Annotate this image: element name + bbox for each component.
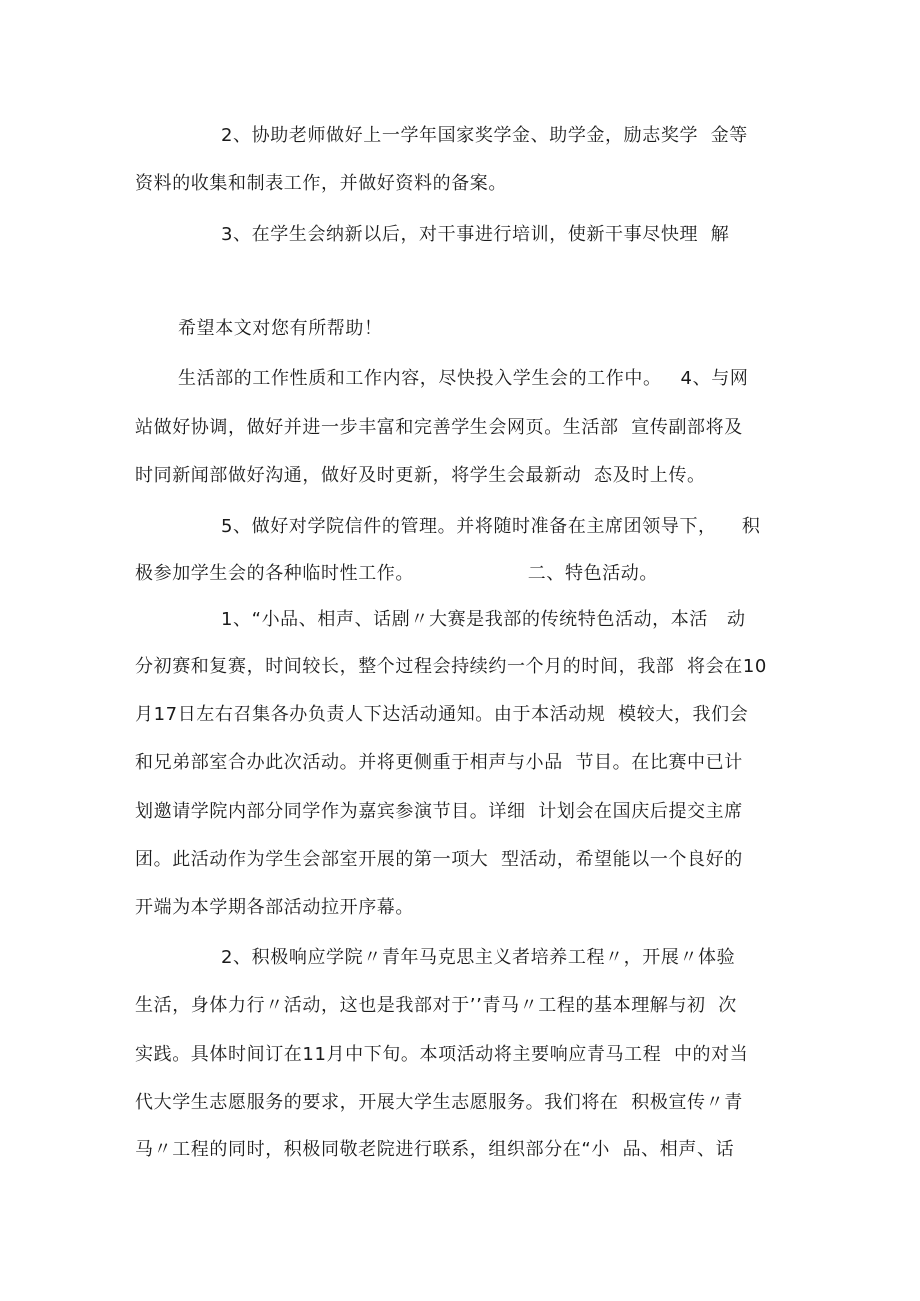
text-line: 时同新闻部做好沟通，做好及时更新，将学生会最新动 态及时上传。: [135, 465, 706, 486]
text-line: 极参加学生会的各种临时性工作。 二、特色活动。: [135, 563, 658, 584]
text-line: 和兄弟部室合办此次活动。并将更侧重于相声与小品 节目。在比赛中已计: [135, 752, 743, 773]
text-line: 划邀请学院内部分同学作为嘉宾参演节目。详细 计划会在国庆后提交主席: [135, 801, 743, 822]
text-line: 马〃工程的同时，积极同敬老院进行联系，组织部分在“小 品、相声、话: [135, 1139, 735, 1160]
text-line: 希望本文对您有所帮助！: [178, 318, 383, 339]
text-line: 月17日左右召集各办负责人下达活动通知。由于本活动规 模较大，我们会: [135, 704, 749, 725]
text-line: 分初赛和复赛，时间较长，整个过程会持续约一个月的时间，我部 将会在10: [135, 656, 767, 677]
text-line: 团。此活动作为学生会部室开展的第一项大 型活动，希望能以一个良好的: [135, 849, 743, 870]
text-line: 2、协助老师做好上一学年国家奖学金、助学金，励志奖学 金等: [221, 125, 748, 146]
text-line: 实践。具体时间订在11月中下旬。本项活动将主要响应青马工程 中的对当: [135, 1044, 749, 1065]
text-line: 生活部的工作性质和工作内容，尽快投入学生会的工作中。 4、与网: [178, 368, 749, 389]
text-line: 5、做好对学院信件的管理。并将随时准备在主席团领导下， 积: [221, 516, 761, 537]
text-line: 代大学生志愿服务的要求，开展大学生志愿服务。我们将在 积极宣传〃青: [135, 1092, 743, 1113]
text-line: 1、“小品、相声、话剧〃大赛是我部的传统特色活动，本活 动: [221, 609, 746, 630]
text-line: 3、在学生会纳新以后，对干事进行培训，使新干事尽快理 解: [221, 224, 730, 245]
text-line: 开端为本学期各部活动拉开序幕。: [135, 897, 414, 918]
text-line: 生活，身体力行〃活动，这也是我部对于’’青马〃工程的基本理解与初 次: [135, 995, 737, 1016]
text-line: 资料的收集和制表工作，并做好资料的备案。: [135, 173, 507, 194]
text-line: 站做好协调，做好并进一步丰富和完善学生会网页。生活部 宣传副部将及: [135, 417, 743, 438]
text-line: 2、积极响应学院〃青年马克思主义者培养工程〃，开展〃体验: [221, 947, 736, 968]
